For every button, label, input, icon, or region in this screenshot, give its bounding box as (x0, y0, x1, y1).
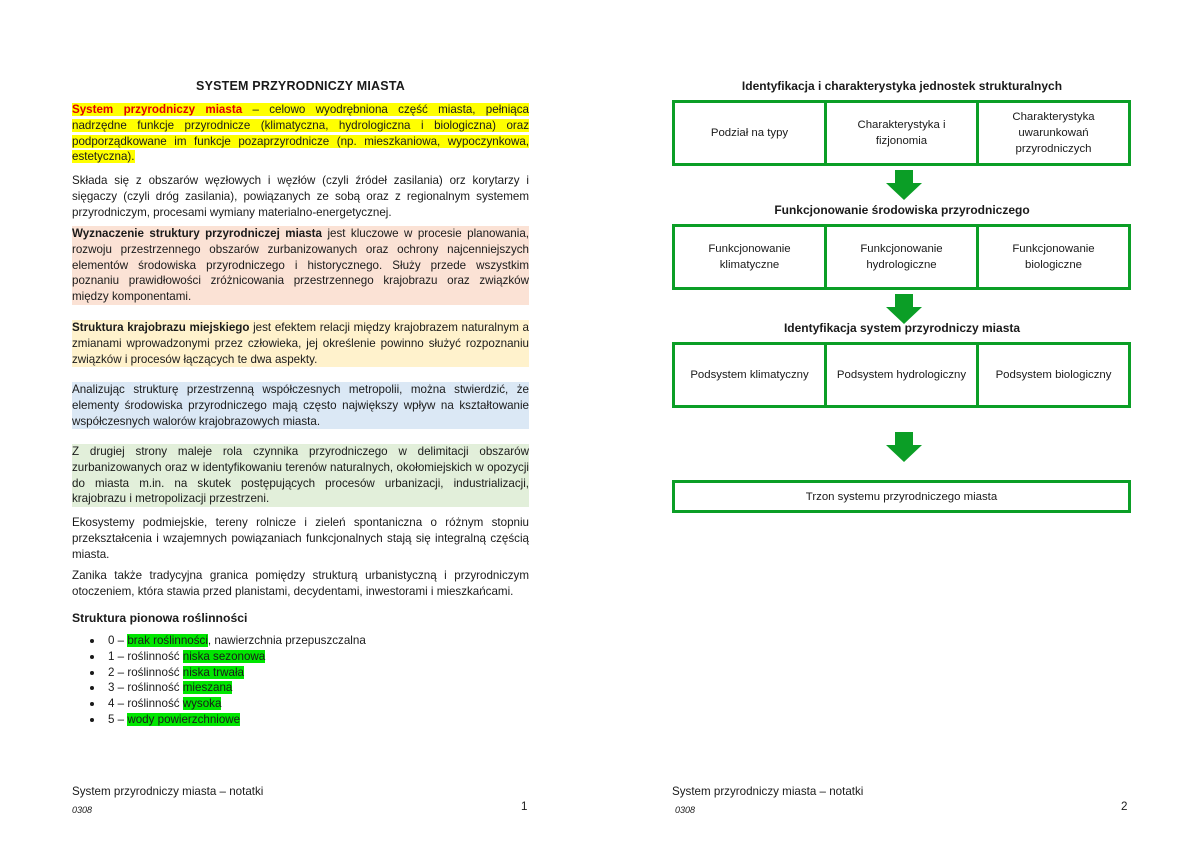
item-highlight: wody powierzchniowe (127, 712, 241, 726)
footer-code: 0308 (72, 805, 93, 815)
landscape-term: Struktura krajobrazu miejskiego (72, 321, 250, 334)
document-title: SYSTEM PRZYRODNICZY MIASTA (196, 79, 405, 93)
footer-title: System przyrodniczy miasta – notatki (72, 785, 264, 798)
core-system-box: Trzon systemu przyrodniczego miasta (672, 480, 1131, 513)
item-prefix: 3 – roślinność (108, 681, 183, 695)
subsystem-row (672, 342, 1131, 408)
paragraph-landscape-structure (72, 320, 529, 367)
item-prefix: 5 – (108, 712, 128, 726)
functioning-row (672, 224, 1131, 290)
item-highlight: niska sezonowa (182, 649, 266, 663)
item-highlight: mieszana (182, 681, 233, 695)
arrow-down-icon (886, 432, 922, 462)
cell-climatic-function: Funkcjonowanie klimatyczne (675, 227, 827, 287)
list-item (86, 680, 366, 696)
cell-biologic-function: Funkcjonowanie biologiczne (1012, 243, 1095, 271)
section-title-identification: Identyfikacja i charakterystyka jednostek strukturalnych (741, 79, 1063, 93)
definition-term: System przyrodniczy miasta (72, 103, 243, 116)
item-suffix: , nawierzchnia przepuszczalna (207, 634, 366, 647)
page-number: 2 (1121, 800, 1128, 813)
list-item (86, 696, 366, 712)
structure-text: jest kluczowe w procesie planowania, rozwoju przestrzennego obszarów zurbanizowanych oraz ochrony najcenniejszych elementów środowiska przyrodniczego i historycznego. Służy przede wszystkim poznaniu prawidłowości zróżnicowania przestrzennego krajobrazu oraz związków między komponentami. (72, 227, 529, 304)
paragraph-composition: Składa się z obszarów węzłowych i węzłów (czyli źródeł zasilania) orz korytarzy i sięgaczy (czyli dróg zasilania), powiązanych ze sobą oraz z regionalnym systemem przyrodniczym, procesami wymiany materialno-energetycznej. (72, 174, 529, 219)
paragraph-metropolis-analysis: Analizując strukturę przestrzenną współczesnych metropolii, można stwierdzić, że elementy środowiska przyrodniczego mają często największy wpływ na kształtowanie współczesnych walorów krajobrazowych miasta. (72, 383, 529, 428)
cell-hydrologic-subsystem: Podsystem hydrologiczny (827, 345, 979, 405)
paragraph-boundary: Zanika także tradycyjna granica pomiędzy strukturą urbanistyczną i przyrodniczym otoczeniem, która stawia przed planistami, decydentami, inwestorami i mieszkańcami. (72, 569, 529, 598)
landscape-text: jest efektem relacji między krajobrazem naturalnym a zmianami wprowadzonymi przez człowieka, jej określenie powinno służyć rozpoznaniu związków i procesów łączących te dwa aspekty. (72, 321, 529, 366)
item-prefix: 0 – (108, 634, 128, 647)
page-number: 1 (521, 800, 528, 813)
section-title-functioning: Funkcjonowanie środowiska przyrodniczego (774, 203, 1030, 217)
identification-row (672, 100, 1131, 166)
cell-conditions: Charakterystyka uwarunkowań przyrodniczych (1012, 111, 1095, 155)
vegetation-heading: Struktura pionowa roślinności (72, 611, 248, 625)
item-prefix: 4 – roślinność (108, 697, 183, 711)
page-2 (600, 0, 1200, 849)
vegetation-list (86, 633, 366, 728)
structure-term: Wyznaczenie struktury przyrodniczej miasta (72, 227, 322, 240)
footer-title: System przyrodniczy miasta – notatki (672, 785, 864, 798)
footer-code: 0308 (675, 805, 696, 815)
arrow-down-icon (886, 294, 922, 324)
cell-climatic-subsystem: Podsystem klimatyczny (675, 345, 827, 405)
section-title-system: Identyfikacja system przyrodniczy miasta (783, 321, 1021, 335)
arrow-down-icon (886, 170, 922, 200)
list-item (86, 712, 366, 728)
item-prefix: 2 – roślinność (108, 665, 183, 679)
item-prefix: 1 – roślinność (108, 649, 183, 663)
cell-biologic-subsystem: Podsystem biologiczny (995, 369, 1112, 381)
list-item (86, 649, 366, 665)
definition-text: – celowo wyodrębniona część miasta, pełniąca nadrzędne funkcje przyrodnicze (klimatyczna, hydrologiczna i biologiczna) oraz podporządkowane im funkcje pozaprzyrodnicze (np. mieszkaniowa, wypoczynkowa, estetyczna). (72, 103, 529, 164)
paragraph-structure-purpose (72, 226, 529, 305)
cell-hydrologic-function: Funkcjonowanie hydrologiczne (827, 227, 979, 287)
cell-typology: Podział na typy (675, 103, 827, 163)
item-highlight: brak roślinności (127, 634, 208, 647)
item-highlight: niska trwała (182, 665, 244, 679)
paragraph-ecosystems: Ekosystemy podmiejskie, tereny rolnicze i zieleń spontaniczna o różnym stopniu przekształcenia i wzajemnych powiązaniach funkcjonalnych stają się integralną częścią miasta. (72, 516, 529, 561)
cell-physiognomy: Charakterystyka i fizjonomia (827, 103, 979, 163)
list-item (86, 633, 366, 649)
paragraph-natural-factor: Z drugiej strony maleje rola czynnika przyrodniczego w delimitacji obszarów zurbanizowanych oraz w identyfikowaniu terenów naturalnych, okołomiejskich w opozycji do miasta m.in. na skutek postępujących procesów urbanizacji, industrializacji, krajobrazu i metropolizacji przestrzeni. (72, 445, 529, 506)
list-item (86, 665, 366, 681)
paragraph-definition (72, 102, 529, 165)
item-highlight: wysoka (182, 697, 222, 711)
